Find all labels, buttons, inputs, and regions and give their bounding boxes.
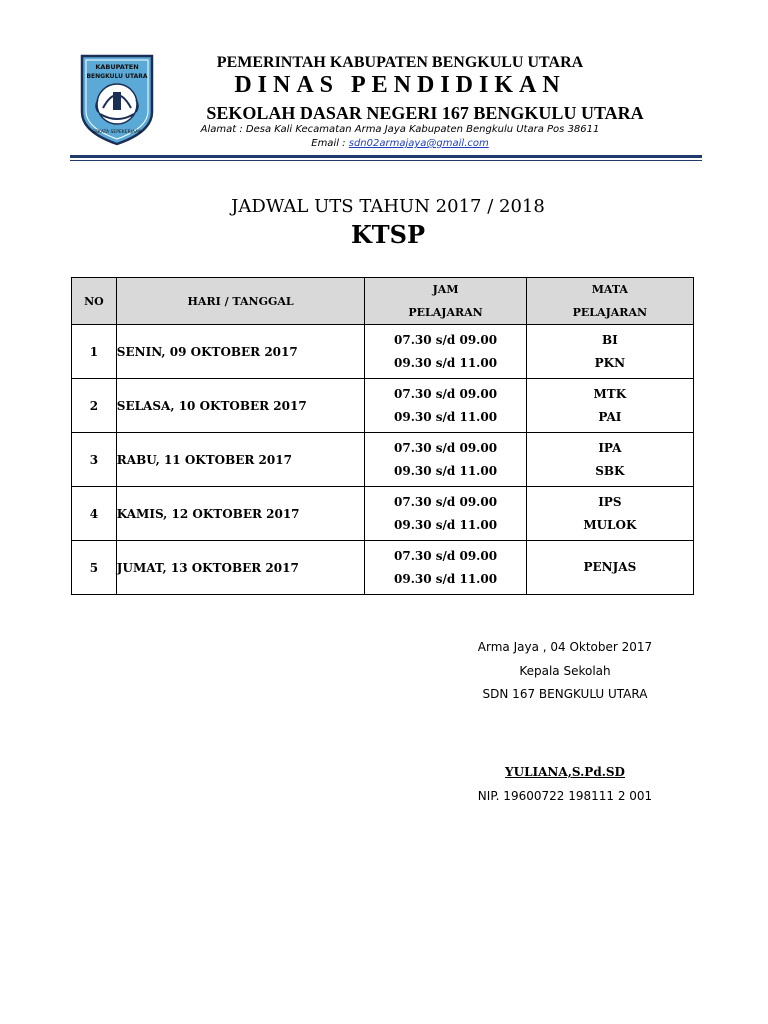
logo-text-arc: SEKATA SEPEKERJAAN xyxy=(92,130,142,135)
mapel-item: MTK xyxy=(593,386,627,401)
signature-name: YULIANA,S.Pd.SD xyxy=(505,765,625,779)
cell-mapel xyxy=(526,487,693,541)
mapel-item: PENJAS xyxy=(583,560,637,574)
cell-hari: RABU, 11 OKTOBER 2017 xyxy=(116,433,365,487)
table-row xyxy=(72,379,694,433)
exam-schedule-table xyxy=(71,277,694,595)
letterhead-rule-thick xyxy=(70,155,702,158)
header-mata-pelajaran xyxy=(526,278,693,325)
document-title: JADWAL UTS TAHUN 2017 / 2018 xyxy=(231,196,545,217)
jam-slot: 09.30 s/d 11.00 xyxy=(394,409,498,424)
cell-jam xyxy=(365,487,526,541)
cell-no: 5 xyxy=(72,541,117,595)
email-link[interactable]: sdn02armajaya@gmail.com xyxy=(348,138,489,149)
mapel-item: SBK xyxy=(595,463,625,478)
mapel-item: PKN xyxy=(594,355,626,370)
mapel-item: MULOK xyxy=(583,517,637,532)
header-mapel-line2: PELAJARAN xyxy=(572,306,648,319)
logo-text-mid: BENGKULU UTARA xyxy=(86,73,148,80)
cell-no: 3 xyxy=(72,433,117,487)
kabupaten-logo xyxy=(78,52,156,146)
jam-slot: 09.30 s/d 11.00 xyxy=(394,355,498,370)
header-jam-line1: JAM xyxy=(432,283,459,296)
jam-slot: 07.30 s/d 09.00 xyxy=(394,548,498,563)
jam-slot: 07.30 s/d 09.00 xyxy=(394,332,498,347)
jam-slot: 09.30 s/d 11.00 xyxy=(394,517,498,532)
email-label: Email : xyxy=(311,138,349,149)
signature-place-date: Arma Jaya , 04 Oktober 2017 xyxy=(477,640,653,654)
signature-role: Kepala Sekolah xyxy=(519,664,611,678)
document-subtitle: KTSP xyxy=(350,220,426,249)
jam-slot: 07.30 s/d 09.00 xyxy=(394,440,498,455)
cell-hari: SELASA, 10 OKTOBER 2017 xyxy=(116,379,365,433)
cell-jam xyxy=(365,379,526,433)
cell-hari: SENIN, 09 OKTOBER 2017 xyxy=(116,325,365,379)
table-row xyxy=(72,433,694,487)
cell-no: 4 xyxy=(72,487,117,541)
header-mapel-line1: MATA xyxy=(591,283,628,296)
cell-jam xyxy=(365,325,526,379)
cell-hari: JUMAT, 13 OKTOBER 2017 xyxy=(116,541,365,595)
cell-mapel xyxy=(526,433,693,487)
letterhead-rule-thin xyxy=(70,160,702,161)
cell-no: 1 xyxy=(72,325,117,379)
table-row xyxy=(72,541,694,595)
table-row xyxy=(72,325,694,379)
mapel-item: PAI xyxy=(598,409,622,424)
letterhead-address: Alamat : Desa Kali Kecamatan Arma Jaya Kabupaten Bengkulu Utara Pos 38611 xyxy=(200,124,600,135)
cell-jam xyxy=(365,433,526,487)
signature-nip: NIP. 19600722 198111 2 001 xyxy=(477,789,653,803)
cell-jam xyxy=(365,541,526,595)
jam-slot: 09.30 s/d 11.00 xyxy=(394,463,498,478)
jam-slot: 07.30 s/d 09.00 xyxy=(394,386,498,401)
header-hari-tanggal: HARI / TANGGAL xyxy=(116,278,365,325)
cell-mapel xyxy=(526,541,693,595)
letterhead-school: SEKOLAH DASAR NEGERI 167 BENGKULU UTARA xyxy=(206,103,644,123)
cell-mapel xyxy=(526,325,693,379)
letterhead-email-line xyxy=(170,138,630,149)
letterhead-department: DINAS PENDIDIKAN xyxy=(234,72,566,98)
table-header-row xyxy=(72,278,694,325)
jam-slot: 09.30 s/d 11.00 xyxy=(394,571,498,586)
cell-no: 2 xyxy=(72,379,117,433)
header-no: NO xyxy=(72,278,117,325)
table-row xyxy=(72,487,694,541)
mapel-item: IPA xyxy=(598,440,622,455)
logo-text-top: KABUPATEN xyxy=(95,63,139,71)
header-jam-pelajaran xyxy=(365,278,526,325)
cell-mapel xyxy=(526,379,693,433)
signature-school: SDN 167 BENGKULU UTARA xyxy=(482,687,648,701)
cell-hari: KAMIS, 12 OKTOBER 2017 xyxy=(116,487,365,541)
mapel-item: IPS xyxy=(598,494,622,509)
mapel-item: BI xyxy=(601,332,618,347)
jam-slot: 07.30 s/d 09.00 xyxy=(394,494,498,509)
letterhead-government: PEMERINTAH KABUPATEN BENGKULU UTARA xyxy=(216,54,584,71)
header-jam-line2: PELAJARAN xyxy=(408,306,483,319)
